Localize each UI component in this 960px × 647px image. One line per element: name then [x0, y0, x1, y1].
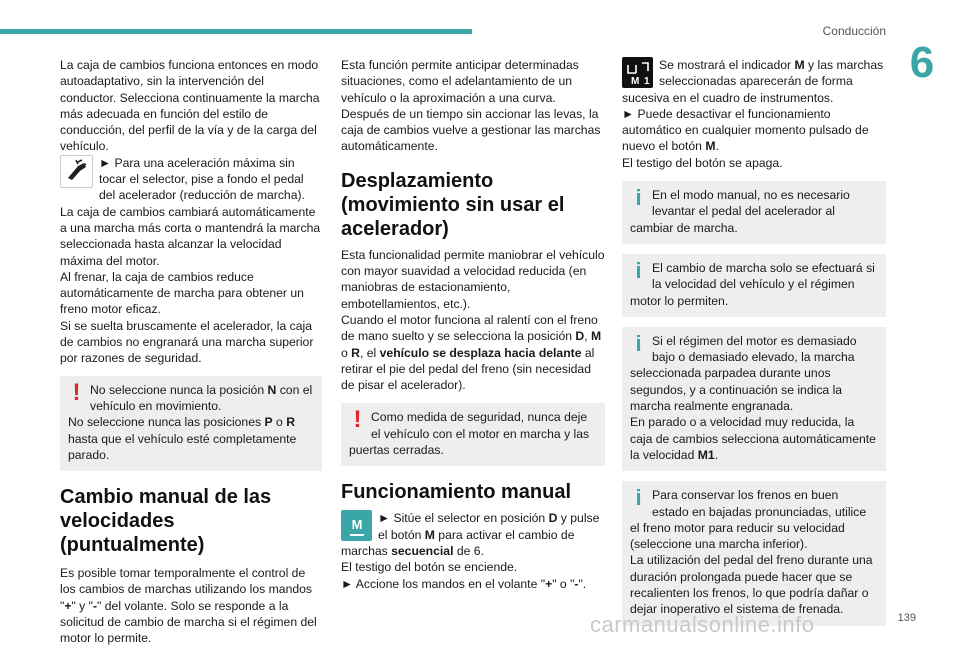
- paragraph: El testigo del botón se apaga.: [622, 155, 783, 170]
- column-2: [341, 57, 605, 592]
- section-title: Conducción: [822, 24, 886, 38]
- svg-text:1: 1: [643, 75, 650, 87]
- column-3: [622, 57, 886, 626]
- paragraph: ► Puede desactivar el funcionamiento automático en cualquier momento pulsado de nuevo el botón M.: [622, 106, 869, 154]
- info-box: i Si el régimen del motor es demasiado bajo o demasiado elevado, la marcha seleccionada parpadea durante unos segundos, y a continuación se indica la marcha realmente engranada. En parado o a velocidad muy reducida, la caja de cambios selecciona automáticamente la velocidad M1.: [622, 327, 886, 471]
- paragraph: La caja de cambios funciona entonces en modo autoadaptativo, sin la intervención del conductor. Selecciona continuamente la marcha más adecuada en función del estilo de conducción, del perfil de la vía y de la carga del vehículo.: [60, 58, 320, 154]
- info-box: i En el modo manual, no es necesario levantar el pedal del acelerador al cambiar de marcha.: [622, 181, 886, 244]
- warning-exclamation-icon: !: [353, 406, 362, 434]
- svg-text:M: M: [630, 75, 639, 87]
- section-heading: Desplazamiento (movimiento sin usar el acelerador): [341, 169, 565, 240]
- warning-box: ! No seleccione nunca la posición N con el vehículo en movimiento. No seleccione nunca las posiciones P o R hasta que el vehículo esté completamente parado.: [60, 376, 322, 471]
- paragraph: El testigo del botón se enciende.: [341, 560, 518, 575]
- kickdown-block: [60, 155, 322, 204]
- chapter-number: 6: [909, 38, 935, 87]
- info-i-icon: i: [635, 185, 642, 211]
- indicator-block: M 1 Se mostrará el indicador M y las marchas seleccionadas aparecerán de forma sucesiva en el cuadro de instrumentos.: [622, 58, 884, 105]
- page-number: 139: [897, 612, 916, 624]
- warning-exclamation-icon: !: [72, 378, 81, 406]
- pedal-foot-icon: [60, 155, 93, 188]
- paragraph: Si se suelta bruscamente el acelerador, la caja de cambios no engranará una marcha superior por razones de seguridad.: [60, 318, 314, 366]
- gear-indicator-icon: [622, 57, 653, 88]
- paragraph: Cuando el motor funciona al ralentí con el freno de mano suelto y se selecciona la posición D, M o R, el vehículo se desplaza hacia delante al retirar el pie del pedal del freno (sin necesidad de pisar el acelerador).: [341, 312, 602, 393]
- paragraph: Después de un tiempo sin accionar las levas, la caja de cambios vuelve a gestionar las marchas automáticamente.: [341, 106, 601, 154]
- paragraph: Esta funcionalidad permite maniobrar el vehículo con mayor suavidad a velocidad reducida (en maniobras de estacionamiento, embotellamientos, etc.).: [341, 247, 605, 311]
- watermark: carmanualsonline.info: [590, 612, 815, 637]
- paragraph: Esta función permite anticipar determinadas situaciones, como el adelantamiento de un vehículo o la aproximación a una curva.: [341, 58, 579, 105]
- section-heading: Funcionamiento manual: [341, 481, 572, 504]
- info-box: i El cambio de marcha solo se efectuará si la velocidad del vehículo y el régimen motor lo permiten.: [622, 254, 886, 317]
- paragraph: ► Accione los mandos en el volante "+" o "-".: [341, 576, 587, 591]
- warning-box: ! Como medida de seguridad, nunca deje el vehículo con el motor en marcha y las puertas cerradas.: [341, 403, 605, 466]
- svg-text:M: M: [351, 516, 362, 532]
- info-i-icon: i: [635, 485, 642, 511]
- paragraph: La caja de cambios cambiará automáticamente a una marcha más corta o mantendrá la marcha seleccionada hasta alcanzar la velocidad máxima del motor.: [60, 204, 321, 268]
- column-1: [60, 57, 322, 647]
- paragraph: ► Para una aceleración máxima sin tocar el selector, pise a fondo el pedal del acelerador (reducción de marcha).: [99, 155, 305, 203]
- header-accent-bar: [0, 29, 472, 34]
- info-i-icon: i: [635, 330, 642, 356]
- m-button-icon: [341, 510, 372, 541]
- manual-mode-block: M ► Sitúe el selector en posición D y pulse el botón M para activar el cambio de marchas secuencial de 6.: [341, 511, 600, 558]
- paragraph: Al frenar, la caja de cambios reduce automáticamente de marcha para obtener un freno motor eficaz.: [60, 269, 304, 317]
- info-i-icon: i: [635, 257, 642, 283]
- info-box: i Para conservar los frenos en buen estado en bajadas pronunciadas, utilice el freno motor para reducir su velocidad (seleccione una marcha inferior). La utilización del pedal del freno durante una duración prolongada puede hacer que se recalienten los frenos, lo que podría dañar o dejar inoperativo el sistema de frenada.: [622, 481, 886, 625]
- section-heading: Cambio manual de las velocidades (puntualmente): [60, 486, 272, 557]
- paragraph: Es posible tomar temporalmente el control de los cambios de marchas utilizando los mandos "+" y "-" del volante. Solo se responde a la solicitud de cambio de marcha si el régimen del motor lo permite.: [60, 566, 317, 646]
